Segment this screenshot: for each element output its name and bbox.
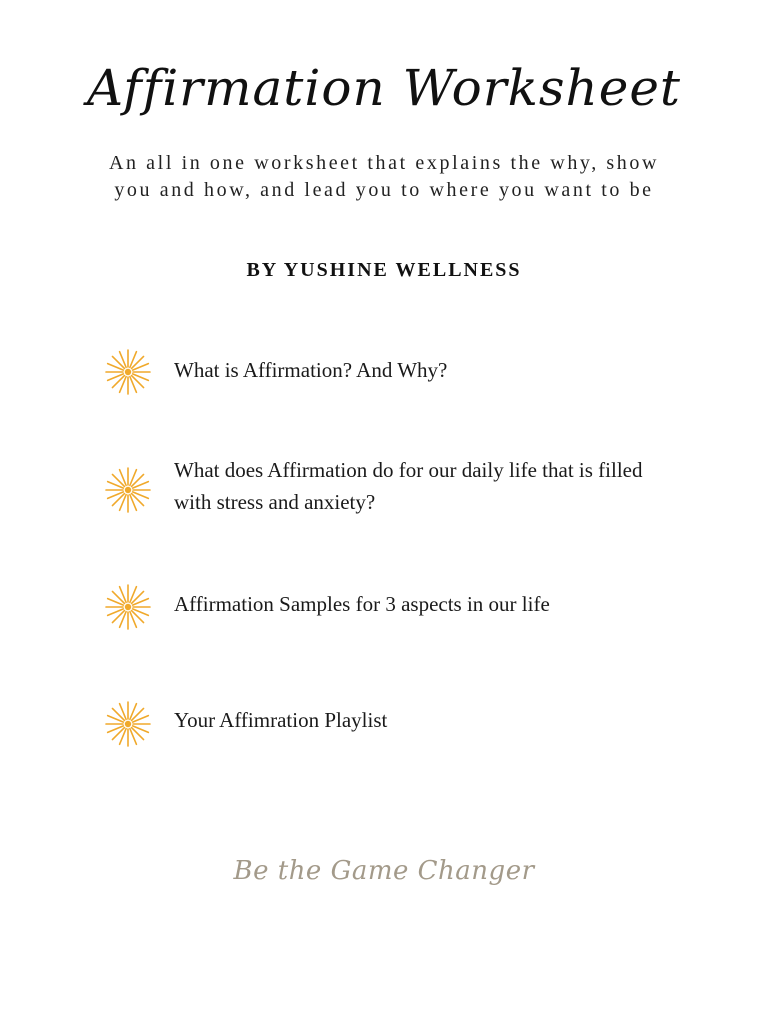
page-subtitle: An all in one worksheet that explains the why, show you and how, and lead you to where you want to be [108, 152, 660, 201]
author-line: BY YUSHINE WELLNESS [246, 259, 522, 281]
list-item-text: Affirmation Samples for 3 aspects in our life [174, 592, 550, 616]
list-item-text: What does Affirmation do for our daily life that is filled with stress and anxiety? [174, 458, 643, 514]
page-title: Affirmation Worksheet [86, 59, 682, 117]
sunburst-icon [104, 466, 152, 514]
list-item-text: What is Affirmation? And Why? [174, 358, 448, 382]
sunburst-icon [104, 348, 152, 396]
tagline: Be the Game Changer [233, 856, 535, 886]
sunburst-icon [104, 700, 152, 748]
sunburst-icon [104, 583, 152, 631]
list-item-text: Your Affimration Playlist [174, 708, 388, 732]
